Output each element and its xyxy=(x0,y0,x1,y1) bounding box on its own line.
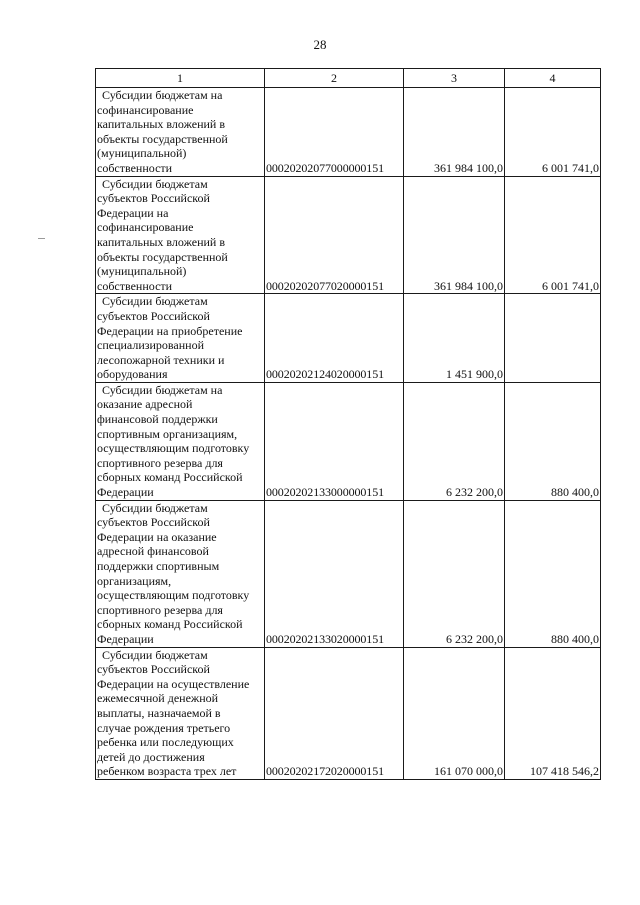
name-line: Федерации на осуществление xyxy=(97,676,250,691)
name-line: Федерации xyxy=(97,485,154,500)
row-name-cell xyxy=(96,176,265,294)
name-line: осуществляющим подготовку xyxy=(97,441,250,456)
row-code-cell: 00020202124020000151 xyxy=(265,294,404,383)
name-line: специализированной xyxy=(97,338,205,353)
name-line: случае рождения третьего xyxy=(97,720,231,735)
name-line: выплаты, назначаемой в xyxy=(97,705,221,720)
row-code-cell: 00020202133000000151 xyxy=(265,382,404,500)
name-line: Субсидии бюджетам на xyxy=(102,88,223,102)
row-amount-4-cell: 880 400,0 xyxy=(505,382,601,500)
name-line: Субсидии бюджетам xyxy=(102,647,208,662)
name-line: лесопожарной техники и xyxy=(97,352,225,367)
column-header-2: 2 xyxy=(265,69,404,88)
row-amount-4-cell: 107 418 546,2 xyxy=(505,647,601,779)
name-line: ребенком возраста трех лет xyxy=(97,764,237,779)
name-line: детей до достижения xyxy=(97,749,205,764)
page-number: 28 xyxy=(313,37,327,52)
name-line: финансовой поддержки xyxy=(97,412,218,427)
name-line: (муниципальной) xyxy=(97,264,187,279)
row-name-cell xyxy=(96,294,265,383)
row-code-cell: 00020202172020000151 xyxy=(265,647,404,779)
name-line: софинансирование xyxy=(97,220,194,235)
name-line: осуществляющим подготовку xyxy=(97,588,250,603)
name-line: Субсидии бюджетам xyxy=(102,294,208,309)
row-amount-4-cell: 6 001 741,0 xyxy=(505,88,601,177)
row-name-cell xyxy=(96,88,265,177)
row-amount-3-cell: 361 984 100,0 xyxy=(404,176,505,294)
row-amount-4-cell: 6 001 741,0 xyxy=(505,176,601,294)
table-row xyxy=(96,88,601,177)
name-line: софинансирование xyxy=(97,102,194,117)
scan-mark xyxy=(38,238,45,239)
row-name-cell xyxy=(96,647,265,779)
name-line: спортивным организациям, xyxy=(97,426,238,441)
name-line: Федерации на оказание xyxy=(97,529,217,544)
row-code-cell: 00020202077020000151 xyxy=(265,176,404,294)
row-code-cell: 00020202077000000151 xyxy=(265,88,404,177)
name-line: ежемесячной денежной xyxy=(97,691,219,706)
table-header-row xyxy=(96,69,601,88)
table-row xyxy=(96,176,601,294)
column-header-4: 4 xyxy=(505,69,601,88)
name-line: капитальных вложений в xyxy=(97,234,226,249)
row-amount-3-cell: 361 984 100,0 xyxy=(404,88,505,177)
name-line: собственности xyxy=(97,160,173,175)
name-line: субъектов Российской xyxy=(97,662,210,677)
name-line: спортивного резерва для xyxy=(97,455,223,470)
name-line: ребенка или последующих xyxy=(97,735,234,750)
name-line: поддержки спортивным xyxy=(97,559,220,573)
name-line: организациям, xyxy=(97,573,172,588)
budget-table xyxy=(95,68,601,780)
name-line: спортивного резерва для xyxy=(97,602,223,617)
name-line: Субсидии бюджетам xyxy=(102,176,208,191)
row-amount-3-cell: 6 232 200,0 xyxy=(404,500,505,647)
table-row xyxy=(96,500,601,647)
table-row xyxy=(96,294,601,383)
name-line: Субсидии бюджетам на xyxy=(102,382,223,397)
name-line: сборных команд Российской xyxy=(97,617,243,632)
row-code-cell: 00020202133020000151 xyxy=(265,500,404,647)
row-amount-3-cell: 161 070 000,0 xyxy=(404,647,505,779)
name-line: капитальных вложений в xyxy=(97,117,226,132)
name-line: Федерации на приобретение xyxy=(97,323,243,338)
name-line: адресной финансовой xyxy=(97,544,209,559)
name-line: объекты государственной xyxy=(97,249,228,264)
name-line: субъектов Российской xyxy=(97,191,210,206)
name-line: Субсидии бюджетам xyxy=(102,500,208,515)
row-name-cell xyxy=(96,382,265,500)
table-row xyxy=(96,647,601,779)
name-line: объекты государственной xyxy=(97,131,228,146)
name-line: сборных команд Российской xyxy=(97,470,243,485)
column-header-3: 3 xyxy=(404,69,505,88)
column-header-1: 1 xyxy=(96,69,265,88)
name-line: (муниципальной) xyxy=(97,146,187,161)
name-line: оказание адресной xyxy=(97,397,193,412)
name-line: Федерации на xyxy=(97,205,169,220)
row-name-cell xyxy=(96,500,265,647)
table-row xyxy=(96,382,601,500)
name-line: оборудования xyxy=(97,367,168,382)
row-amount-3-cell: 1 451 900,0 xyxy=(404,294,505,383)
name-line: субъектов Российской xyxy=(97,308,210,323)
row-amount-3-cell: 6 232 200,0 xyxy=(404,382,505,500)
row-amount-4-cell xyxy=(505,294,601,383)
name-line: субъектов Российской xyxy=(97,515,210,530)
name-line: собственности xyxy=(97,278,173,293)
row-amount-4-cell: 880 400,0 xyxy=(505,500,601,647)
name-line: Федерации xyxy=(97,631,154,646)
